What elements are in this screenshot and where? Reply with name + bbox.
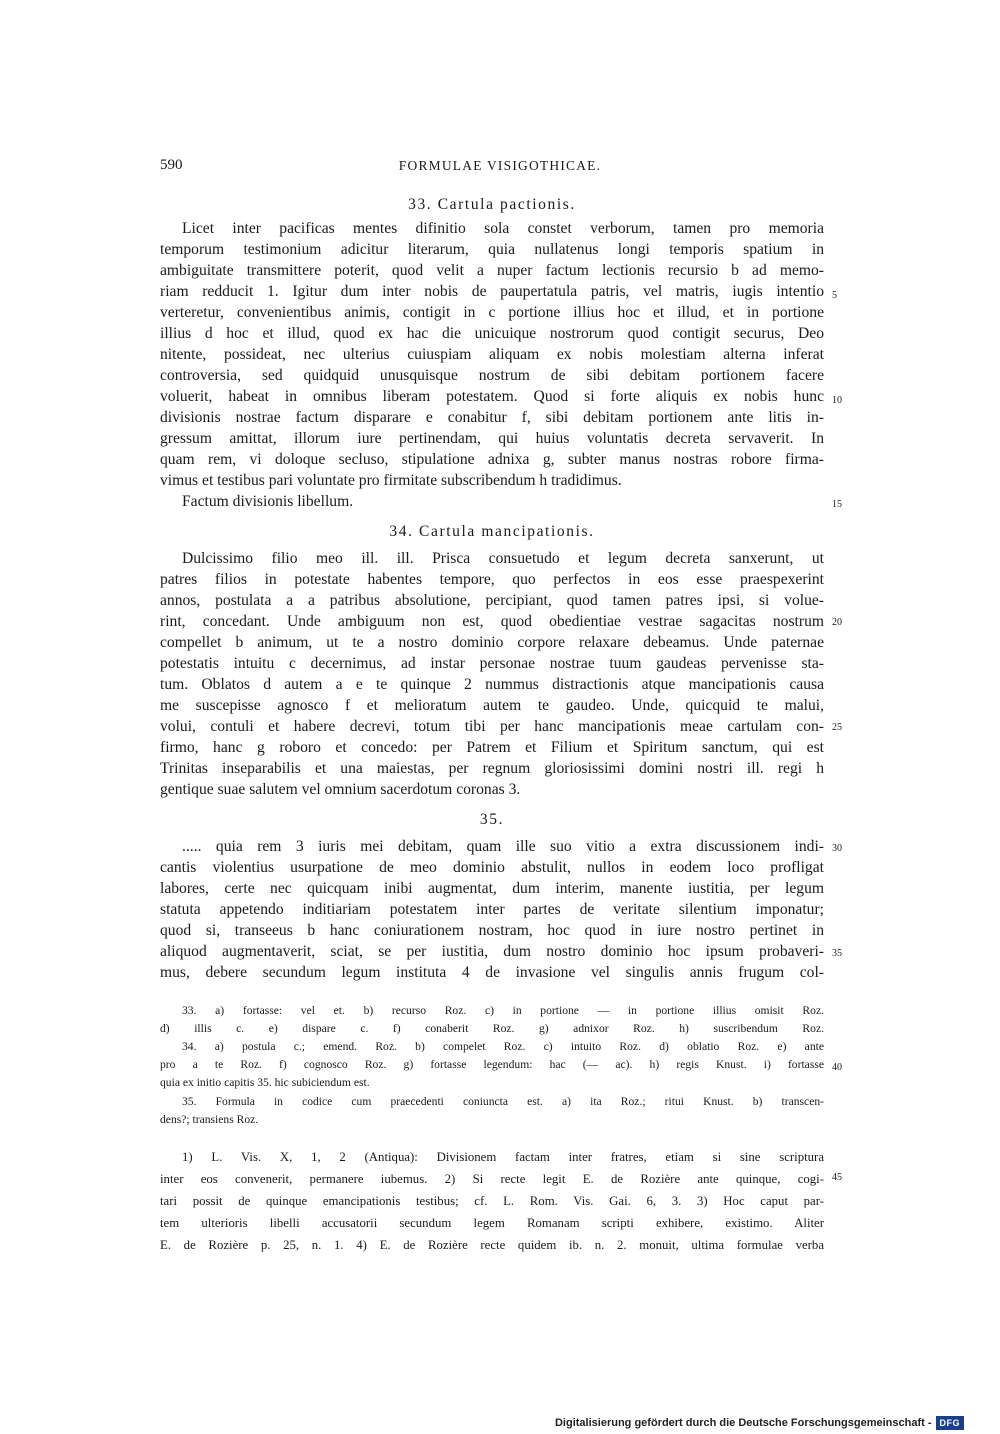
footnote-line: d) illis c. e) dispare c. f) conaberit Roz. g) adnixor Roz. h) suscribendum Roz. — [160, 1022, 824, 1035]
margin-line-number: 15 — [832, 499, 842, 510]
note-line: tari possit de quinque emancipationis testibus; cf. L. Rom. Vis. Gai. 6, 3. 3) Hoc caput par- — [160, 1194, 824, 1208]
margin-line-number: 40 — [832, 1062, 842, 1073]
margin-line-number: 25 — [832, 722, 842, 733]
note-line: inter eos convenerit, permanere iubemus. 2) Si recte legit E. de Rozière ante quinque, cogi- — [160, 1172, 824, 1186]
text-line: vimus et testibus pari voluntate pro firmitate subscribendum h tradidimus. — [160, 472, 622, 489]
text-line: ambiguitate transmittere poterit, quod velit a nuper factum lectionis recursio b ad memo- — [160, 262, 824, 279]
text-line: statuta appetendo inditiariam potestatem inter partes de veritate silentium imponatur; — [160, 901, 824, 918]
text-line: quod si, transeeus b hanc coniurationem nostram, hoc quod in iure nostro pertinet in — [160, 922, 824, 939]
margin-line-number: 10 — [832, 395, 842, 406]
margin-line-number: 30 — [832, 843, 842, 854]
credit-text: Digitalisierung gefördert durch die Deutsche Forschungsgemeinschaft - — [554, 1417, 932, 1429]
text-line: riam redducit 1. Igitur dum inter nobis de paupertatula patris, vel matris, iugis intentio — [160, 283, 824, 300]
text-line: annos, postulata a a patribus absolutione, percipiant, quod tamen patres ipsi, si volue- — [160, 592, 824, 609]
text-line: illius d hoc et illud, quod ex hac die unicuique nostrorum quod contigit securus, Deo — [160, 325, 824, 342]
margin-line-number: 20 — [832, 617, 842, 628]
text-line: potestatis intuitu c decernimus, ad instar personae nostrae tuum gaudeas pervenisse sta- — [160, 655, 824, 672]
text-line: mus, debere secundum legum instituta 4 de invasione vel singulis annis frugum col- — [160, 964, 824, 981]
text-line: temporum testimonium adicitur literarum, quia nullatenus longi temporis spatium in — [160, 241, 824, 258]
text-line: aliquod augmentaverit, sciat, se per iustitia, dum nostro dominio hoc ipsum probaveri- — [160, 943, 824, 960]
footnote-line: 34. a) postula c.; emend. Roz. b) compelet Roz. c) intuito Roz. d) oblatio Roz. e) ante — [182, 1040, 824, 1053]
text-line: Dulcissimo filio meo ill. ill. Prisca consuetudo et legum decreta sanxerunt, ut — [182, 550, 824, 567]
text-line: ..... quia rem 3 iuris mei debitam, quam ille suo vitio a extra discussionem indi- — [182, 838, 824, 855]
footnote-line: 33. a) fortasse: vel et. b) recurso Roz. c) in portione — in portione illius omisit Roz. — [182, 1004, 824, 1017]
footnote-line: 35. Formula in codice cum praecedenti coniuncta est. a) ita Roz.; ritui Knust. b) transcen- — [182, 1095, 824, 1108]
text-line: me suscepisse agnosco f et melioratum autem te gaudeo. Unde, quicquid te malui, — [160, 697, 824, 714]
footnote-line: pro a te Roz. f) cognosco Roz. g) fortasse legendum: hac (— ac). h) regis Knust. i) fortasse — [160, 1058, 824, 1071]
text-line: Trinitas inseparabilis et una maiestas, per regnum gloriosissimi domini nostri ill. regi h — [160, 760, 824, 777]
section-heading-34: 34. Cartula mancipationis. — [389, 523, 595, 540]
margin-line-number: 45 — [832, 1172, 842, 1183]
running-title: FORMULAE VISIGOTHICAE. — [398, 158, 602, 173]
text-line: volui, contuli et habere decrevi, totum tibi per hanc mancipationis meae cartulam con- — [160, 718, 824, 735]
text-line: patres filios in potestate habentes tempore, quo perfectos in eos esse praespexerint — [160, 571, 824, 588]
text-line: cantis violentius usurpatione de meo dominio abstulit, nullos in eodem loco profligat — [160, 859, 824, 876]
note-line: E. de Rozière p. 25, n. 1. 4) E. de Rozière recte quidem ib. n. 2. monuit, ultima formulae verba — [160, 1238, 824, 1252]
text-line: gentique suae salutem vel omnium sacerdotum coronas 3. — [160, 781, 521, 798]
footnote-line: quia ex initio capitis 35. hic subiciendum est. — [160, 1076, 370, 1089]
text-line: quam rem, vi doloque secluso, stipulatione adnixa g, subter manus nostras robore firma- — [160, 451, 824, 468]
text-line: Factum divisionis libellum. — [182, 493, 354, 510]
text-line: gressum amittat, illorum iure pertinendam, qui huius voluntatis decreta servaverit. In — [160, 430, 824, 447]
text-line: firmo, hanc g roboro et concedo: per Patrem et Filium et Spiritum sanctum, qui est — [160, 739, 824, 756]
margin-line-number: 5 — [832, 290, 837, 301]
text-line: rint, concedant. Unde ambiguum non est, quod obedientiae vestrae sagacitas nostrum — [160, 613, 824, 630]
margin-line-number: 35 — [832, 948, 842, 959]
text-line: labores, certe nec quicquam inibi augmentat, dum interim, manente iustitia, per legum — [160, 880, 824, 897]
section-heading-35: 35. — [479, 811, 505, 828]
text-line: compellet b animum, ut te a nostro dominio corpore relaxare debeamus. Unde paternae — [160, 634, 824, 651]
text-line: nitente, possideat, nec ulterius cuiuspiam aliquam ex nobis molestiam alterna inferat — [160, 346, 824, 363]
text-line: tum. Oblatos d autem a e te quinque 2 nummus distractionis atque mancipationis causa — [160, 676, 824, 693]
text-line: divisionis nostrae factum disparare e conabitur f, sibi debitam portionem ante litis in- — [160, 409, 824, 426]
text-line: controversia, sed quidquid unusquisque nostrum de sibi debitam portionem facere — [160, 367, 824, 384]
footnote-line: dens?; transiens Roz. — [160, 1113, 259, 1126]
note-line: tem ulterioris libelli accusatorii secundum legem Romanam scripti exhibere, existimo. Aliter — [160, 1216, 824, 1230]
text-line: voluerit, habeat in omnibus liberam potestatem. Quod si forte aliquis ex nobis hunc — [160, 388, 824, 405]
section-heading-33: 33. Cartula pactionis. — [408, 196, 576, 213]
note-line: 1) L. Vis. X, 1, 2 (Antiqua): Divisionem factam inter fratres, etiam si sine scriptura — [182, 1150, 824, 1164]
dfg-logo: DFG — [936, 1416, 965, 1430]
page-number: 590 — [160, 157, 183, 173]
text-line: Licet inter pacificas mentes difinitio sola constet verborum, tamen pro memoria — [182, 220, 824, 237]
text-line: verteretur, convenientibus animis, contigit in c portione illius hoc et illud, et in portione — [160, 304, 824, 321]
digitization-credit — [555, 1416, 964, 1430]
